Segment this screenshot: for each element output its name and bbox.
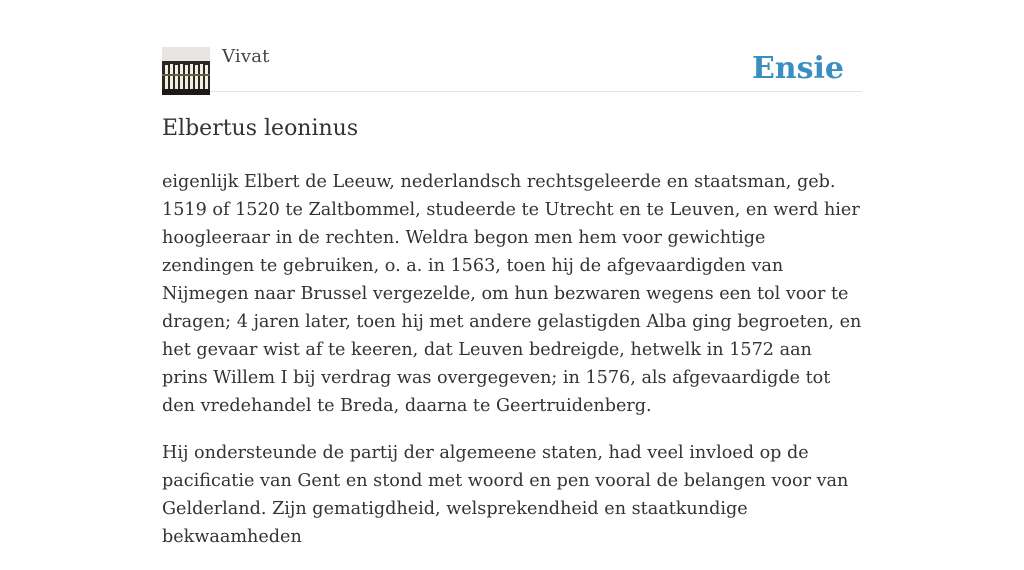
source-name[interactable]: Vivat	[222, 46, 270, 67]
article-title: Elbertus leoninus	[162, 116, 359, 141]
brand-logo-link[interactable]: Ensie	[751, 51, 844, 86]
article-paragraph: eigenlijk Elbert de Leeuw, nederlandsch rechtsgeleerde en staatsman, geb. 1519 of 1520 te Zaltbommel, studeerde te Utrecht en te Leuven, en werd hier hoogleeraar in de rechten. Weldra begon men hem voor gewichtige zendingen te gebruiken, o. a. in 1563, toen hij de afgevaardigden van Nijmegen naar Brussel vergezelde, om hun bezwaren wegens een tol voor te dragen; 4 jaren later, toen hij met andere gelastigden Alba ging begroeten, en het gevaar wist af te keeren, dat Leuven bedreigde, hetwelk in 1572 aan prins Willem I bij verdrag was overgegeven; in 1576, als afgevaardigde tot den vredehandel te Breda, daarna te Geertruidenberg.	[162, 172, 862, 416]
bookshelf-icon	[162, 47, 210, 95]
site-header	[162, 46, 862, 92]
source-avatar[interactable]	[162, 47, 210, 95]
article-body	[162, 168, 862, 570]
article-paragraph: Hij ondersteunde de partij der algemeene staten, had veel invloed op de pacificatie van Gent en stond met woord en pen vooral de belangen voor van Gelderland. Zijn gematigdheid, welsprekendheid en staatkundige bekwaamheden	[162, 443, 849, 547]
